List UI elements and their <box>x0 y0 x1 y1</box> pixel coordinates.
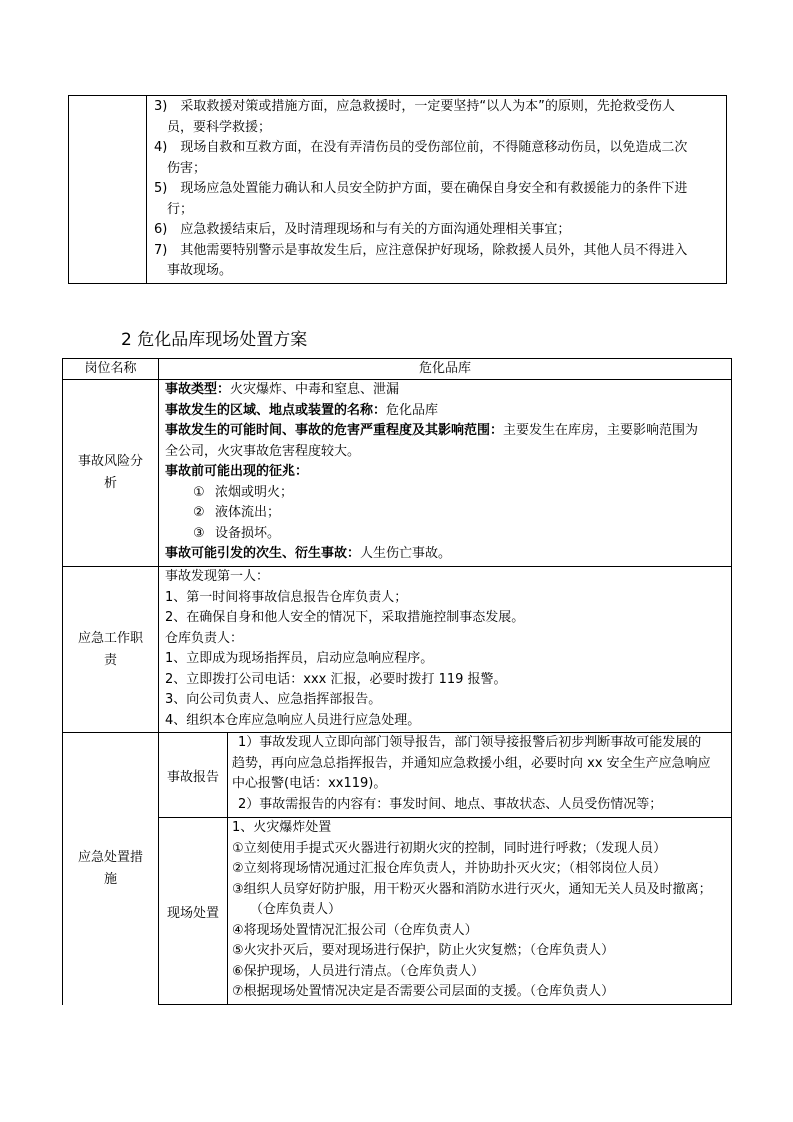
onsite-content <box>228 818 732 1005</box>
onsite-line: ⑦根据现场处置情况决定是否需要公司层面的支援。（仓库负责人） <box>232 984 615 999</box>
disposal-plan-table <box>62 358 732 1005</box>
secondary-accident: 事故可能引发的次生、衍生事故：人生伤亡事故。 <box>165 546 452 561</box>
duty-line: 2、立即拨打公司电话：xxx 汇报，必要时拨打 119 报警。 <box>165 671 507 687</box>
onsite-line: ①立刻使用手提式灭火器进行初期火灾的控制，同时进行呼救；（发现人员） <box>232 840 667 856</box>
precaution-item-3: 3) 采取救援对策或措施方面，应急救援时，一定要坚持“以人为本”的原则，先抢救受伤人 <box>154 99 675 114</box>
section-heading: 2 危化品库现场处置方案 <box>121 330 308 350</box>
accident-sign: ② 液体流出； <box>193 505 281 520</box>
report-line: 1）事故发现人立即向部门领导报告，部门领导接报警后初步判断事故可能发展的 <box>238 735 702 750</box>
accident-sign: ① 浓烟或明火； <box>193 484 294 500</box>
onsite-line: 1、火灾爆炸处置 <box>232 820 332 835</box>
precaution-item-7: 7) 其他需要特别警示是事故发生后，应注意保护好现场，除救援人员外，其他人员不得进入 <box>154 242 688 258</box>
report-content <box>228 733 732 818</box>
accident-sign: ③ 设备损坏。 <box>193 525 281 541</box>
onsite-line: ②立刻将现场情况通过汇报仓库负责人，并协助扑灭火灾；（相邻岗位人员） <box>232 861 667 876</box>
duty-content <box>159 567 732 733</box>
duty-line: 1、第一时间将事故信息报告仓库负责人； <box>165 589 408 605</box>
precaution-item-5: 5) 现场应急处置能力确认和人员安全防护方面，要在确保自身安全和有救援能力的条件下进 <box>154 181 688 196</box>
accident-time-cont: 全公司，火灾事故危害程度较大。 <box>165 443 361 459</box>
onsite-line: ⑥保护现场，人员进行清点。（仓库负责人） <box>232 963 485 979</box>
position-name-label: 岗位名称 <box>63 359 159 380</box>
onsite-line: ⑤火灾扑灭后，要对现场进行保护，防止火灾复燃；（仓库负责人） <box>232 943 615 958</box>
precautions-table <box>68 95 727 284</box>
risk-analysis-row <box>63 380 732 567</box>
duty-row <box>63 567 732 733</box>
accident-area: 事故发生的区域、地点或装置的名称：危化品库 <box>165 402 439 418</box>
duty-line: 3、向公司负责人、应急指挥部报告。 <box>165 692 382 707</box>
report-line: 趋势，再向应急总指挥报告，并通知应急救援小组，必要时向 xx 安全生产应急响应 <box>232 755 711 771</box>
precaution-item-5-cont: 行； <box>167 201 194 217</box>
measures-onsite-row <box>63 818 732 1005</box>
precautions-label-cell <box>69 96 147 284</box>
measures-label: 应急处置措 施 <box>63 733 159 1005</box>
accident-time: 事故发生的可能时间、事故的危害严重程度及其影响范围：主要发生在库房，主要影响范围为 <box>165 423 699 438</box>
report-label: 事故报告 <box>159 733 228 818</box>
onsite-line: （仓库负责人） <box>250 902 342 917</box>
report-line: 中心报警(电话：xx119)。 <box>232 776 387 791</box>
duty-label: 应急工作职 责 <box>63 567 159 733</box>
accident-type: 事故类型：火灾爆炸、中毒和窒息、泄漏 <box>165 382 400 397</box>
duty-line: 2、在确保自身和他人安全的情况下，采取措施控制事态发展。 <box>165 610 525 625</box>
precaution-item-7-cont: 事故现场。 <box>167 263 233 278</box>
duty-line: 4、组织本仓库应急响应人员进行应急处理。 <box>165 712 421 728</box>
header-row <box>63 359 732 380</box>
precaution-item-6: 6) 应急救援结束后，及时清理现场和与有关的方面沟通处理相关事宜； <box>154 222 571 237</box>
duty-line: 1、立即成为现场指挥员，启动应急响应程序。 <box>165 651 434 666</box>
precautions-content-cell <box>147 96 727 284</box>
onsite-line: ④将现场处置情况汇报公司（仓库负责人） <box>232 922 478 938</box>
report-line: 2）事故需报告的内容有：事发时间、地点、事故状态、人员受伤情况等； <box>238 796 663 812</box>
onsite-label: 现场处置 <box>159 818 228 1005</box>
onsite-line: ③组织人员穿好防护服，用干粉灭火器和消防水进行灭火，通知无关人员及时撤离； <box>232 881 712 897</box>
risk-analysis-label: 事故风险分 析 <box>63 380 159 567</box>
accident-signs-label: 事故前可能出现的征兆： <box>165 464 309 479</box>
measures-report-row <box>63 733 732 818</box>
duty-line: 事故发现第一人： <box>165 569 270 584</box>
duty-line: 仓库负责人： <box>165 630 244 646</box>
position-name-value: 危化品库 <box>159 359 732 380</box>
precaution-item-3-cont: 员，要科学救援； <box>167 119 272 135</box>
precaution-item-4: 4) 现场自救和互救方面，在没有弄清伤员的受伤部位前，不得随意移动伤员，以免造成二次 <box>154 140 688 155</box>
risk-analysis-content <box>159 380 732 567</box>
precaution-item-4-cont: 伤害； <box>167 160 207 176</box>
